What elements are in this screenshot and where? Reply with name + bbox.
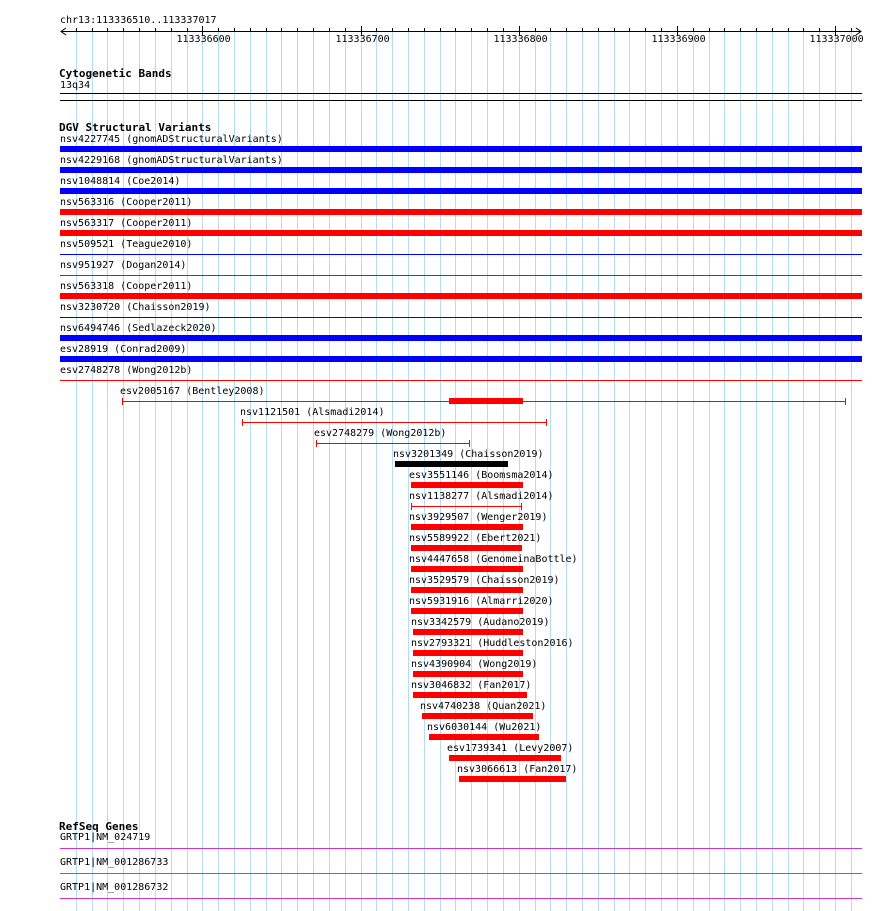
dgv-feature-bar	[449, 755, 561, 761]
dgv-feature-bar	[60, 230, 862, 236]
dgv-feature-bar	[411, 545, 522, 551]
dgv-feature-label[interactable]: nsv3342579 (Audano2019)	[411, 617, 550, 628]
cytoband-label: 13q34	[60, 80, 91, 91]
dgv-feature-bar	[411, 482, 523, 488]
ruler-tick-label: 113336600	[176, 34, 231, 45]
dgv-feature-label[interactable]: nsv4227745 (gnomADStructuralVariants)	[60, 134, 283, 145]
dgv-feature-label[interactable]: nsv1138277 (Alsmadi2014)	[409, 491, 554, 502]
dgv-feature-bar	[413, 650, 523, 656]
dgv-feature-bar	[60, 356, 862, 362]
refseq-track-title[interactable]: RefSeq Genes	[59, 820, 139, 833]
dgv-feature-bar	[60, 209, 862, 215]
dgv-feature-bar	[413, 692, 527, 698]
region-label: chr13:113336510..113337017	[60, 15, 217, 26]
dgv-feature-bar	[411, 566, 523, 572]
dgv-feature-label[interactable]: nsv3201349 (Chaisson2019)	[393, 449, 544, 460]
dgv-feature-bar	[449, 398, 523, 404]
dgv-feature-label[interactable]: nsv4740238 (Quan2021)	[420, 701, 547, 712]
dgv-feature-bar	[60, 293, 862, 299]
dgv-feature-label[interactable]: nsv5589922 (Ebert2021)	[409, 533, 542, 544]
dgv-feature-bar	[422, 713, 533, 719]
dgv-feature-label[interactable]: nsv3529579 (Chaisson2019)	[409, 575, 560, 586]
dgv-feature-label[interactable]: nsv1121501 (Alsmadi2014)	[240, 407, 385, 418]
dgv-feature-bar	[413, 629, 523, 635]
dgv-feature-label[interactable]: nsv1048814 (Coe2014)	[60, 176, 181, 187]
dgv-feature-label[interactable]: nsv4447658 (GenomeinaBottle)	[409, 554, 578, 565]
refseq-gene-label[interactable]: GRTP1|NM_001286733	[60, 857, 169, 868]
refseq-gene-label[interactable]: GRTP1|NM_001286732	[60, 882, 169, 893]
dgv-feature-label[interactable]: esv1739341 (Levy2007)	[447, 743, 574, 754]
dgv-feature-bar	[60, 167, 862, 173]
ruler-tick-label: 113337000	[809, 34, 864, 45]
cytoband-track-title[interactable]: Cytogenetic Bands	[59, 67, 172, 80]
dgv-feature-bar	[459, 776, 566, 782]
refseq-gene-label[interactable]: GRTP1|NM_024719	[60, 832, 151, 843]
dgv-feature-bar	[411, 608, 523, 614]
dgv-feature-bar	[60, 146, 862, 152]
dgv-feature-label[interactable]: esv2005167 (Bentley2008)	[120, 386, 265, 397]
dgv-track-title[interactable]: DGV Structural Variants	[59, 121, 212, 134]
dgv-feature-label[interactable]: nsv3066613 (Fan2017)	[457, 764, 578, 775]
dgv-feature-label[interactable]: nsv563318 (Cooper2011)	[60, 281, 193, 292]
dgv-feature-label[interactable]: nsv2793321 (Huddleston2016)	[411, 638, 574, 649]
dgv-feature-label[interactable]: nsv563317 (Cooper2011)	[60, 218, 193, 229]
dgv-feature-label[interactable]: nsv951927 (Dogan2014)	[60, 260, 187, 271]
dgv-feature-label[interactable]: nsv509521 (Teague2010)	[60, 239, 193, 250]
dgv-feature-label[interactable]: nsv4390904 (Wong2019)	[411, 659, 538, 670]
dgv-feature-label[interactable]: nsv4229168 (gnomADStructuralVariants)	[60, 155, 283, 166]
dgv-feature-label[interactable]: esv2748278 (Wong2012b)	[60, 365, 193, 376]
dgv-feature-bar	[60, 188, 862, 194]
dgv-feature-label[interactable]: nsv3929507 (Wenger2019)	[409, 512, 548, 523]
dgv-feature-label[interactable]: esv3551146 (Boomsma2014)	[409, 470, 554, 481]
dgv-feature-bar	[395, 461, 508, 467]
dgv-feature-label[interactable]: nsv5931916 (Almarri2020)	[409, 596, 554, 607]
dgv-feature-bar	[411, 587, 523, 593]
dgv-feature-label[interactable]: nsv6030144 (Wu2021)	[427, 722, 542, 733]
dgv-feature-label[interactable]: nsv563316 (Cooper2011)	[60, 197, 193, 208]
ruler-tick-label: 113336700	[335, 34, 390, 45]
dgv-feature-bar	[413, 671, 523, 677]
dgv-feature-label[interactable]: esv28919 (Conrad2009)	[60, 344, 187, 355]
dgv-feature-label[interactable]: nsv3230720 (Chaisson2019)	[60, 302, 211, 313]
ruler-tick-label: 113336900	[651, 34, 706, 45]
dgv-feature-bar	[60, 335, 862, 341]
dgv-feature-label[interactable]: nsv3046832 (Fan2017)	[411, 680, 532, 691]
dgv-feature-label[interactable]: nsv6494746 (Sedlazeck2020)	[60, 323, 217, 334]
dgv-feature-bar	[429, 734, 539, 740]
dgv-feature-label[interactable]: esv2748279 (Wong2012b)	[314, 428, 447, 439]
ruler-tick-label: 113336800	[493, 34, 548, 45]
dgv-feature-bar	[411, 524, 523, 530]
